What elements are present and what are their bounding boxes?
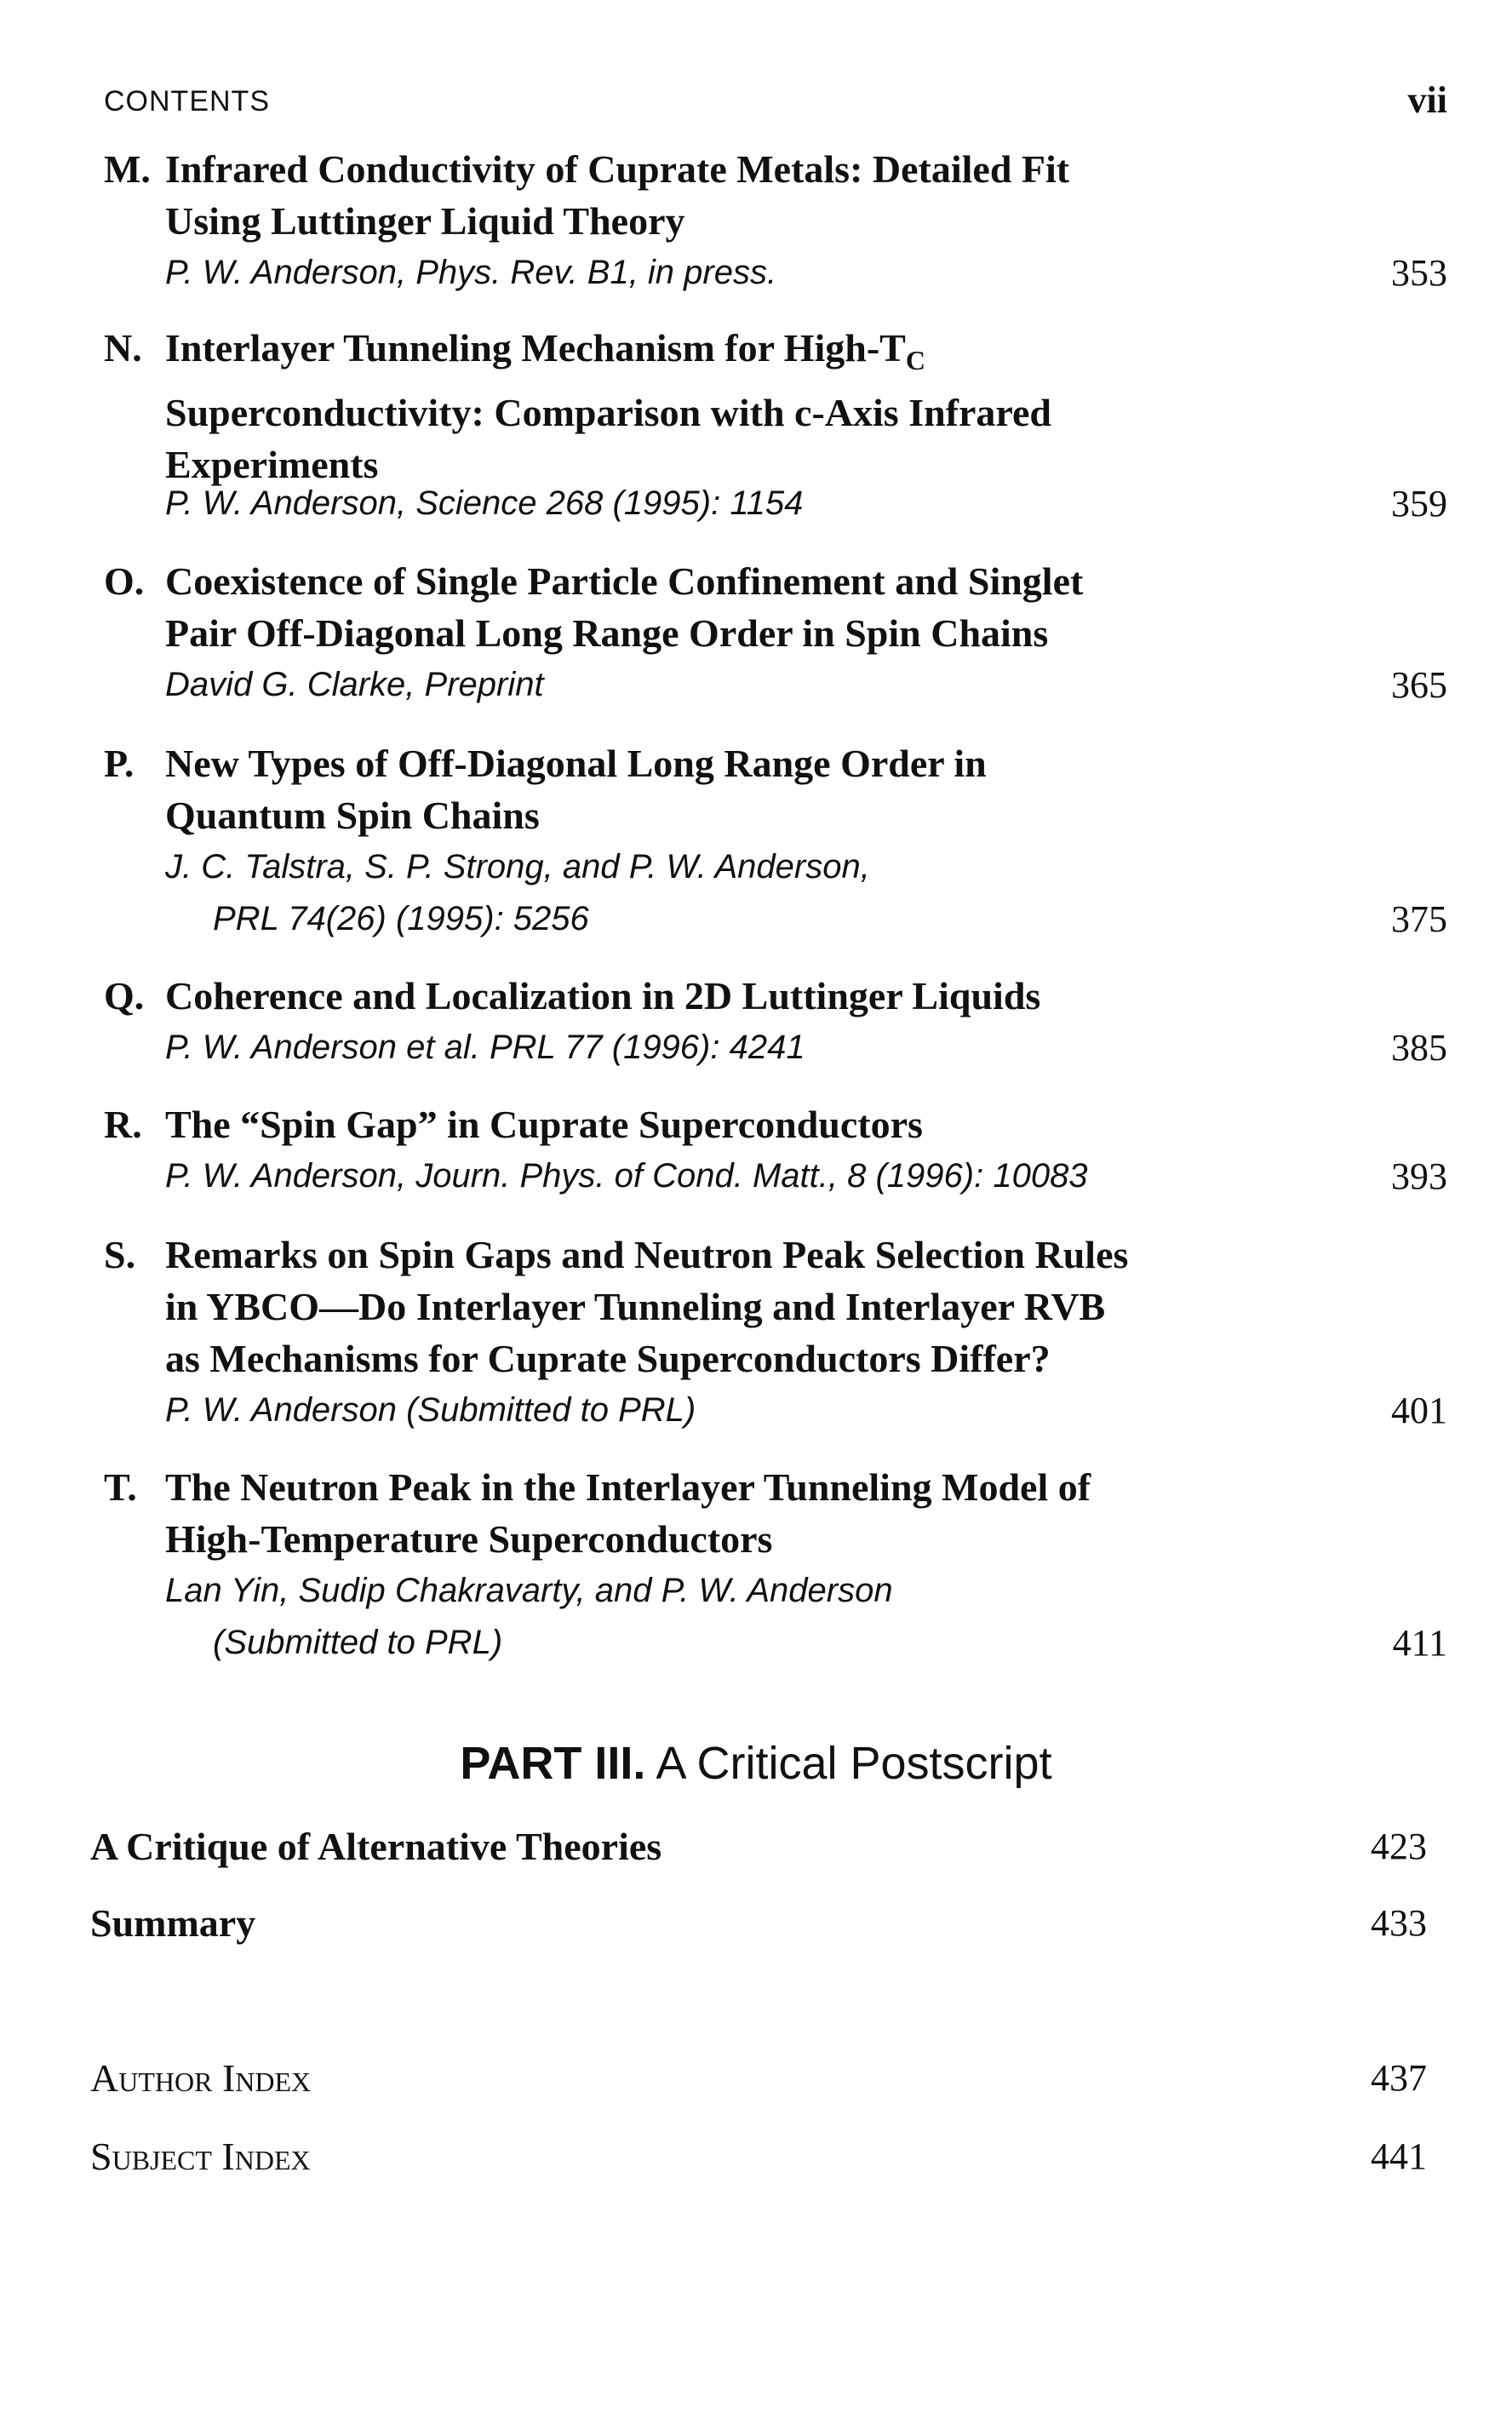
entry-title [165, 555, 1340, 659]
entry-page: 359 [1391, 483, 1447, 524]
entry-authors: David G. Clarke, Preprint [165, 666, 544, 703]
toc-entry-critique[interactable] [90, 1817, 1427, 1877]
entry-title [165, 1461, 1340, 1565]
toc-entry-r[interactable] [104, 1098, 1447, 1202]
toc-entry-t[interactable] [104, 1461, 1447, 1669]
toc-entry-subject-index[interactable] [90, 2127, 1427, 2187]
entry-title [165, 737, 1340, 841]
entry-page: 385 [1391, 1027, 1447, 1069]
entry-title [165, 143, 1340, 247]
part-title: A Critical Postscript [656, 1738, 1052, 1789]
title-line: Using Luttinger Liquid Theory [165, 199, 685, 243]
entry-page: 441 [1371, 2135, 1427, 2177]
toc-entry-p[interactable] [104, 737, 1447, 945]
entry-page: 375 [1391, 898, 1447, 940]
entry-letter: T. [104, 1465, 137, 1509]
title-line: Pair Off-Diagonal Long Range Order in Spin Chains [165, 611, 1049, 655]
title-line: New Types of Off-Diagonal Long Range Order in [165, 742, 987, 785]
title-line: Quantum Spin Chains [165, 794, 540, 837]
entry-letter: S. [104, 1233, 136, 1276]
entry-letter: N. [104, 326, 142, 370]
entry-page: 433 [1371, 1902, 1427, 1944]
entry-page: 353 [1391, 252, 1447, 294]
entry-letter: M. [104, 147, 151, 191]
part-label: PART III. [460, 1738, 646, 1789]
entry-page: 365 [1391, 664, 1447, 706]
toc-entry-m[interactable] [104, 143, 1447, 299]
entry-letter: O. [104, 559, 145, 603]
entry-title [165, 1229, 1340, 1384]
toc-entry-o[interactable] [104, 555, 1447, 711]
entry-page: 393 [1391, 1155, 1447, 1197]
entry-authors-cont: (Submitted to PRL) [213, 1624, 503, 1661]
entry-page: 411 [1392, 1622, 1447, 1664]
entry-letter: P. [104, 742, 135, 785]
toc-entry-author-index[interactable] [90, 2049, 1427, 2108]
title-line: Superconductivity: Comparison with c-Axis Infrared [165, 391, 1051, 435]
entry-title [165, 1098, 1340, 1150]
title-line: Experiments [165, 443, 379, 487]
title-line: as Mechanisms for Cuprate Superconductors Differ? [165, 1337, 1051, 1380]
entry-authors: P. W. Anderson, Phys. Rev. B1, in press. [165, 254, 777, 291]
toc-entry-q[interactable] [104, 970, 1447, 1074]
entry-page: 401 [1391, 1390, 1447, 1431]
title-line: Infrared Conductivity of Cuprate Metals: Detailed Fit [165, 147, 1070, 191]
title-line: The Neutron Peak in the Interlayer Tunneling Model of [165, 1465, 1091, 1509]
part-heading [0, 1737, 1512, 1790]
entry-title [165, 970, 1340, 1022]
toc-entry-s[interactable] [104, 1229, 1447, 1436]
running-head-label: CONTENTS [104, 85, 270, 118]
entry-authors-cont: PRL 74(26) (1995): 5256 [213, 900, 589, 937]
title-line: Interlayer Tunneling Mechanism for High-$T_C$ [165, 326, 925, 376]
toc-entry-n[interactable] [104, 322, 1447, 530]
entry-authors: P. W. Anderson (Submitted to PRL) [165, 1391, 696, 1429]
page-number: vii [1407, 79, 1447, 121]
title-line: Remarks on Spin Gaps and Neutron Peak Selection Rules [165, 1233, 1129, 1276]
entry-title: Subject Index [90, 2135, 311, 2178]
title-line: Coexistence of Single Particle Confinement and Singlet [165, 559, 1084, 603]
entry-title: Author Index [90, 2056, 312, 2100]
running-head [104, 78, 1447, 121]
entry-page: 437 [1371, 2057, 1427, 2099]
entry-page: 423 [1371, 1826, 1427, 1867]
title-line: in YBCO—Do Interlayer Tunneling and Interlayer RVB [165, 1285, 1106, 1328]
title-line: High-Temperature Superconductors [165, 1517, 773, 1561]
subscript-c: C [905, 345, 925, 376]
entry-title: A Critique of Alternative Theories [90, 1825, 662, 1868]
entry-authors: J. C. Talstra, S. P. Strong, and P. W. Anderson, [165, 848, 870, 886]
entry-letter: Q. [104, 974, 145, 1017]
title-line: Coherence and Localization in 2D Luttinger Liquids [165, 974, 1041, 1017]
title-line: The “Spin Gap” in Cuprate Superconductors [165, 1103, 923, 1146]
entry-authors: P. W. Anderson, Journ. Phys. of Cond. Matt., 8 (1996): 10083 [165, 1157, 1088, 1195]
entry-title [165, 322, 1340, 490]
entry-authors: Lan Yin, Sudip Chakravarty, and P. W. Anderson [165, 1572, 893, 1609]
entry-authors: P. W. Anderson, Science 268 (1995): 1154 [165, 484, 804, 522]
toc-entry-summary[interactable] [90, 1894, 1427, 1953]
entry-letter: R. [104, 1103, 142, 1146]
entry-authors: P. W. Anderson et al. PRL 77 (1996): 4241 [165, 1029, 805, 1066]
entry-title: Summary [90, 1901, 256, 1945]
